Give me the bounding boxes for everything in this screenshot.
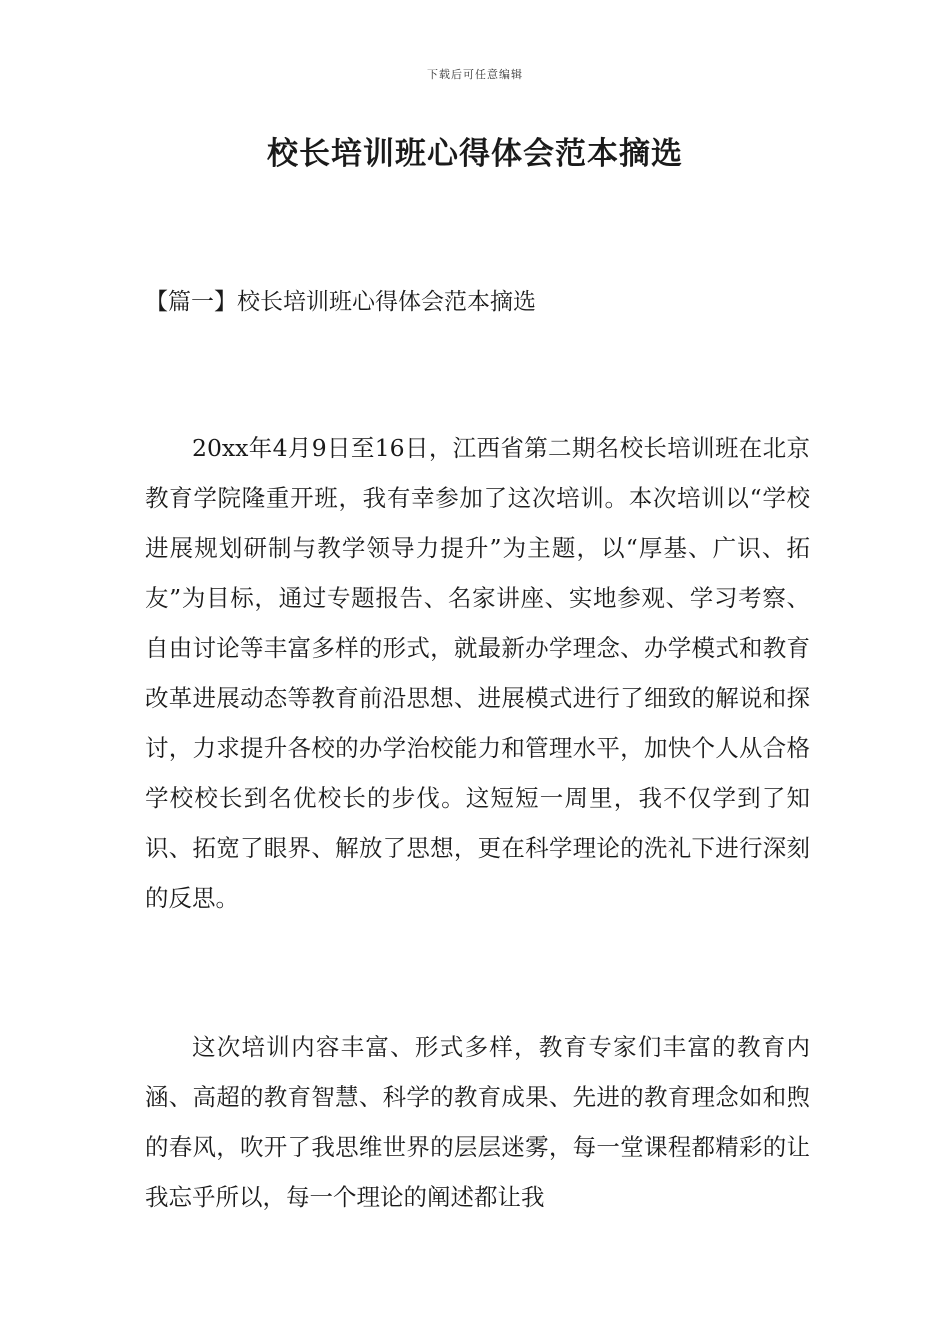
page-header-note: 下载后可任意编辑 [427, 68, 523, 81]
document-title: 校长培训班心得体会范本摘选 [267, 136, 683, 172]
section-heading: 【篇一】校长培训班心得体会范本摘选 [145, 289, 536, 315]
body-paragraph-2: 这次培训内容丰富、形式多样，教育专家们丰富的教育内涵、高超的教育智慧、科学的教育成果、先进的教育理念如和煦的春风，吹开了我思维世界的层层迷雾，每一堂课程都精彩的让我忘乎所以，每一个理论的阐述都让我 [145, 1033, 810, 1211]
body-paragraph-1: 20xx年4月9日至16日，江西省第二期名校长培训班在北京教育学院隆重开班，我有幸参加了这次培训。本次培训以“学校进展规划研制与教学领导力提升”为主题，以“厚基、广识、拓友”为目标，通过专题报告、名家讲座、实地参观、学习考察、自由讨论等丰富多样的形式，就最新办学理念、办学模式和教育改革进展动态等教育前沿思想、进展模式进行了细致的解说和探讨，力求提升各校的办学治校能力和管理水平，加快个人从合格学校校长到名优校长的步伐。这短短一周里，我不仅学到了知识、拓宽了眼界、解放了思想，更在科学理论的洗礼下进行深刻的反思。 [145, 434, 810, 912]
